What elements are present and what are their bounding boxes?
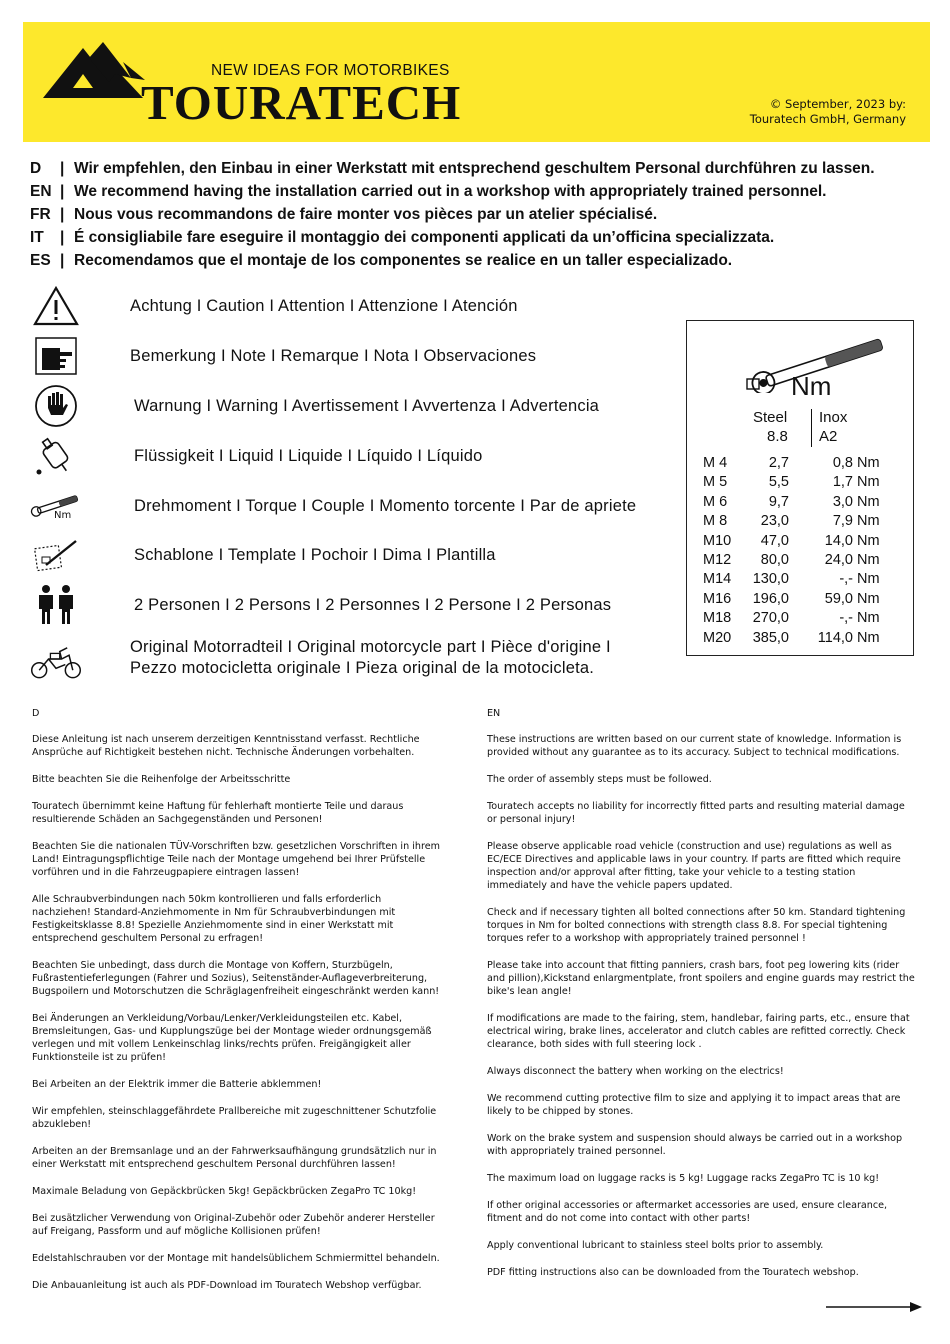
brand-name: TOURATECH	[141, 75, 462, 130]
legend-row-persons	[28, 583, 611, 627]
paragraph: The order of assembly steps must be followed.	[487, 774, 712, 785]
torque-cell-size: M12	[703, 552, 732, 568]
paragraph: Check and if necessary tighten all bolted connections after 50 km. Standard tightening torques in Nm for bolted connections with strength class 8.8. For special tightening torques refer to a workshop with appropriately trained personnel !	[487, 907, 906, 944]
english-heading: EN	[487, 708, 501, 719]
torque-row	[703, 513, 903, 532]
pointing-hand-icon	[28, 334, 84, 378]
template-icon	[28, 533, 84, 577]
tagline: NEW IDEAS FOR MOTORBIKES	[211, 62, 450, 79]
legend-text: Warnung I Warning I Avertissement I Avvertenza I Advertencia	[134, 396, 600, 415]
torque-cell-steel: 270,0	[752, 610, 789, 627]
recommendation-row	[30, 157, 930, 180]
legend-text-block	[130, 637, 611, 679]
legend-row-torque	[28, 484, 636, 528]
col-steel: Steel	[753, 409, 788, 426]
copyright-line2: Touratech GmbH, Germany	[749, 112, 906, 126]
lang-code: EN	[30, 182, 52, 200]
recommendation-list	[30, 157, 930, 272]
torque-cell-steel: 130,0	[752, 571, 789, 588]
recommendation-row	[30, 180, 930, 203]
paragraph: Please take into account that fitting panniers, crash bars, foot peg lowering kits (rider and pillion),Kickstand enlargmentplate, front spoilers and engine guards may restrict the bike's lean angle!	[487, 960, 915, 997]
german-instructions	[32, 733, 440, 1306]
paragraph: Apply conventional lubricant to stainless steel bolts prior to assembly.	[487, 1240, 824, 1251]
lang-code: IT	[30, 228, 44, 246]
legend-row-caution	[28, 284, 518, 328]
paragraph: Alle Schraubverbindungen nach 50km kontrollieren und falls erforderlich nachziehen! Standard-Anziehmomente in Nm für Schraubverbindungen mit Festigkeitsklasse 8.8! Spezielle Anziehmomente sind in einer Werkstatt mit entsprechend geschultem Personal zu erfragen!	[32, 894, 396, 944]
torque-cell-steel: 9,7	[768, 493, 789, 510]
recommendation-row	[30, 249, 930, 272]
col-steel-class: 8.8	[767, 428, 788, 445]
paragraph: Please observe applicable road vehicle (construction and use) regulations as well as EC/ECE Directives and applicable laws in your country. If parts are fitted which require inspection and/or approval after fitting, take your vehicle to a testing station immediately and have the vehicle papers updated.	[487, 841, 901, 891]
paragraph: Beachten Sie die nationalen TÜV-Vorschriften bzw. gesetzlichen Vorschriften in ihrem Land! Eintragungspflichtige Teile nach der Montage umgehend bei Ihrer Prüfstelle vorführen und in die Fahrzeugpapiere eintragen lassen!	[32, 841, 440, 878]
paragraph: Edelstahlschrauben vor der Montage mit handelsüblichem Schmiermittel behandeln.	[32, 1253, 440, 1264]
paragraph: Wir empfehlen, steinschlaggefährdete Prallbereiche mit zugeschnittener Schutzfolie abzukleben!	[32, 1106, 437, 1130]
legend-text: Schablone I Template I Pochoir I Dima I Plantilla	[134, 545, 496, 564]
torque-row	[703, 552, 903, 571]
torque-cell-size: M 5	[703, 474, 728, 491]
recommendation-text: Wir empfehlen, den Einbau in einer Werkstatt mit entsprechend geschultem Personal durchführen zu lassen.	[74, 159, 875, 177]
column-divider	[811, 409, 812, 447]
paragraph: These instructions are written based on our current state of knowledge. Information is provided without any guarantee as to its accuracy. Subject to technical modifications.	[487, 734, 902, 758]
paragraph: If modifications are made to the fairing, stem, handlebar, fairing parts, etc., ensure that electrical wiring, brake lines, accelerator and clutch cables are refitted correctly. Check clearance, both sides with full steering lock .	[487, 1013, 910, 1050]
torque-cell-size: M10	[703, 532, 732, 549]
paragraph: Bitte beachten Sie die Reihenfolge der Arbeitsschritte	[32, 774, 291, 785]
copyright-line1: © September, 2023 by:	[769, 97, 906, 111]
legend-text: Drehmoment I Torque I Couple I Momento torcente I Par de apriete	[134, 496, 637, 515]
paragraph: Diese Anleitung ist nach unserem derzeitigen Kenntnisstand verfasst. Rechtliche Ansprüche auf Richtigkeit bestehen nicht. Technische Änderungen vorbehalten.	[32, 734, 420, 758]
paragraph: Bei Arbeiten an der Elektrik immer die Batterie abklemmen!	[32, 1079, 322, 1090]
torque-cell-unit: Nm	[857, 513, 880, 530]
torque-cell-size: M16	[703, 590, 732, 607]
two-persons-icon	[28, 583, 84, 627]
torque-cell-inox: -,-	[839, 571, 853, 588]
torque-row	[703, 533, 903, 552]
legend-text: Flüssigkeit I Liquid I Liquide I Líquido I Líquido	[134, 446, 483, 465]
recommendation-text: Recomendamos que el montaje de los componentes se realice en un taller especializado.	[74, 251, 733, 269]
torque-cell-inox: 114,0	[817, 629, 853, 646]
arrow-right-icon	[826, 1300, 922, 1314]
lang-code: ES	[30, 251, 51, 269]
torque-cell-unit: Nm	[857, 552, 880, 568]
torque-cell-size: M 4	[703, 455, 728, 471]
torque-row	[703, 494, 903, 513]
legend-text: Achtung I Caution I Attention I Attenzione I Atención	[130, 296, 518, 315]
torque-cell-unit: Nm	[857, 629, 880, 646]
recommendation-row	[30, 203, 930, 226]
recommendation-text: We recommend having the installation carried out in a workshop with appropriately trained personnel.	[74, 182, 827, 200]
torque-icon-label: Nm	[54, 510, 72, 521]
legend-text: Bemerkung I Note I Remarque I Nota I Observaciones	[130, 346, 537, 365]
legend-row-template	[28, 533, 496, 577]
recommendation-row	[30, 226, 930, 249]
recommendation-text: Nous vous recommandons de faire monter vos pièces par un atelier spécialisé.	[74, 205, 658, 223]
paragraph: Arbeiten an der Bremsanlage und an der Fahrwerksaufhängung grundsätzlich nur in einer Werkstatt mit entsprechend geschultem Personal durchführen lassen!	[32, 1146, 437, 1170]
torque-cell-steel: 5,5	[768, 474, 789, 491]
torque-cell-inox: 3,0	[832, 493, 853, 510]
paragraph: The maximum load on luggage racks is 5 kg! Luggage racks ZegaPro TC is 10 kg!	[487, 1173, 880, 1184]
torque-cell-inox: -,-	[839, 610, 853, 627]
paragraph: Maximale Beladung von Gepäckbrücken 5kg! Gepäckbrücken ZegaPro TC 10kg!	[32, 1186, 417, 1197]
torque-cell-size: M14	[703, 571, 732, 588]
torque-cell-inox: 59,0	[824, 590, 853, 607]
paragraph: Die Anbauanleitung ist auch als PDF-Download im Touratech Webshop verfügbar.	[32, 1280, 422, 1291]
legend-row-warning	[28, 384, 599, 428]
german-heading: D	[32, 708, 40, 719]
torque-row	[703, 455, 903, 474]
legend-row-note	[28, 334, 536, 378]
torque-row	[703, 571, 903, 590]
paragraph: Bei zusätzlicher Verwendung von Original-Zubehör oder Zubehör anderer Hersteller auf Freigang, Passform und auf mögliche Kollisionen prüfen!	[32, 1213, 435, 1237]
liquid-bottle-icon	[28, 434, 84, 478]
torque-cell-inox: 1,7	[832, 474, 853, 491]
paragraph: Beachten Sie unbedingt, dass durch die Montage von Koffern, Sturzbügeln, Fußrastentieferlegungen (Fahrer und Sozius), Seitenständer-Auflageverbreiterung, Bugspoilern und Motorschutzen die Schräglagenfreiheit eingeschränkt werden kann!	[32, 960, 440, 997]
lang-code: D	[30, 159, 42, 177]
paragraph: Bei Änderungen an Verkleidung/Vorbau/Lenker/Verkleidungsteilen etc. Kabel, Bremsleitungen, Gas- und Kupplungszüge bei der Montage wieder ordnungsgemäß verlegen und mit vollem Lenkeinschlag links/rechts prüfen. Freigängigkeit aller Funktionsteile ist zu prüfen!	[32, 1013, 432, 1063]
motorcycle-icon	[28, 637, 84, 681]
torque-wrench-icon	[28, 484, 84, 528]
separator: |	[60, 159, 65, 177]
col-inox: Inox	[819, 409, 848, 426]
torque-cell-inox: 14,0	[824, 532, 853, 549]
torque-cell-size: M 8	[703, 513, 728, 530]
torque-cell-inox: 7,9	[832, 513, 853, 530]
torque-cell-inox: 0,8	[832, 455, 853, 471]
separator: |	[60, 182, 65, 200]
torque-row	[703, 591, 903, 610]
paragraph: Touratech übernimmt keine Haftung für fehlerhaft montierte Teile und daraus resultierende Schäden an Sachgegenständen und Personen!	[32, 801, 404, 825]
torque-cell-unit: Nm	[857, 590, 880, 607]
caution-triangle-icon	[28, 284, 84, 328]
lang-code: FR	[30, 205, 51, 223]
torque-cell-unit: Nm	[857, 493, 880, 510]
header-banner	[23, 22, 930, 142]
paragraph: Touratech accepts no liability for incorrectly fitted parts and resulting material damage or personal injury!	[487, 801, 905, 825]
torque-table	[686, 320, 914, 656]
legend-text: Original Motorradteil I Original motorcycle part I Pièce d'origine I	[130, 638, 611, 656]
torque-cell-steel: 196,0	[752, 590, 789, 607]
english-instructions	[487, 733, 917, 1293]
recommendation-text: É consigliabile fare eseguire il montaggio dei componenti applicati da un’officina specializzata.	[74, 228, 775, 246]
paragraph: Always disconnect the battery when working on the electrics!	[487, 1066, 784, 1077]
paragraph: If other original accessories or aftermarket accessories are used, ensure clearance, fitment and do not come into contact with other parts!	[487, 1200, 888, 1224]
torque-cell-unit: Nm	[857, 532, 880, 549]
torque-cell-steel: 47,0	[760, 532, 789, 549]
paragraph: Work on the brake system and suspension should always be carried out in a workshop with appropriately trained personnel.	[487, 1133, 903, 1157]
torque-row	[703, 474, 903, 493]
torque-row	[703, 610, 903, 629]
torque-cell-size: M20	[703, 629, 732, 646]
torque-cell-unit: Nm	[857, 474, 880, 491]
legend-row-original-part	[28, 637, 611, 681]
stop-hand-icon	[28, 384, 84, 428]
torque-cell-inox: 24,0	[824, 552, 853, 568]
torque-cell-unit: Nm	[857, 455, 880, 471]
torque-cell-steel: 385,0	[752, 629, 789, 646]
torque-cell-steel: 80,0	[760, 552, 789, 568]
paragraph: PDF fitting instructions also can be downloaded from the Touratech webshop.	[487, 1267, 859, 1278]
torque-cell-unit: Nm	[857, 610, 880, 627]
paragraph: We recommend cutting protective film to size and applying it to impact areas that are likely to be chipped by stones.	[487, 1093, 901, 1117]
col-inox-class: A2	[819, 428, 838, 445]
torque-row	[703, 630, 903, 649]
separator: |	[60, 251, 65, 269]
legend-row-liquid	[28, 434, 482, 478]
legend-text-line2: Pezzo motocicletta originale I Pieza original de la motocicleta.	[130, 659, 595, 677]
torque-cell-steel: 23,0	[760, 513, 789, 530]
torque-cell-size: M18	[703, 610, 732, 627]
torque-cell-steel: 2,7	[768, 455, 789, 471]
separator: |	[60, 228, 65, 246]
torque-cell-size: M 6	[703, 493, 728, 510]
legend-text: 2 Personen I 2 Persons I 2 Personnes I 2 Persone I 2 Personas	[134, 595, 612, 614]
torque-cell-unit: Nm	[857, 571, 880, 588]
copyright	[750, 97, 906, 127]
torque-unit: Nm	[791, 371, 832, 401]
separator: |	[60, 205, 65, 223]
